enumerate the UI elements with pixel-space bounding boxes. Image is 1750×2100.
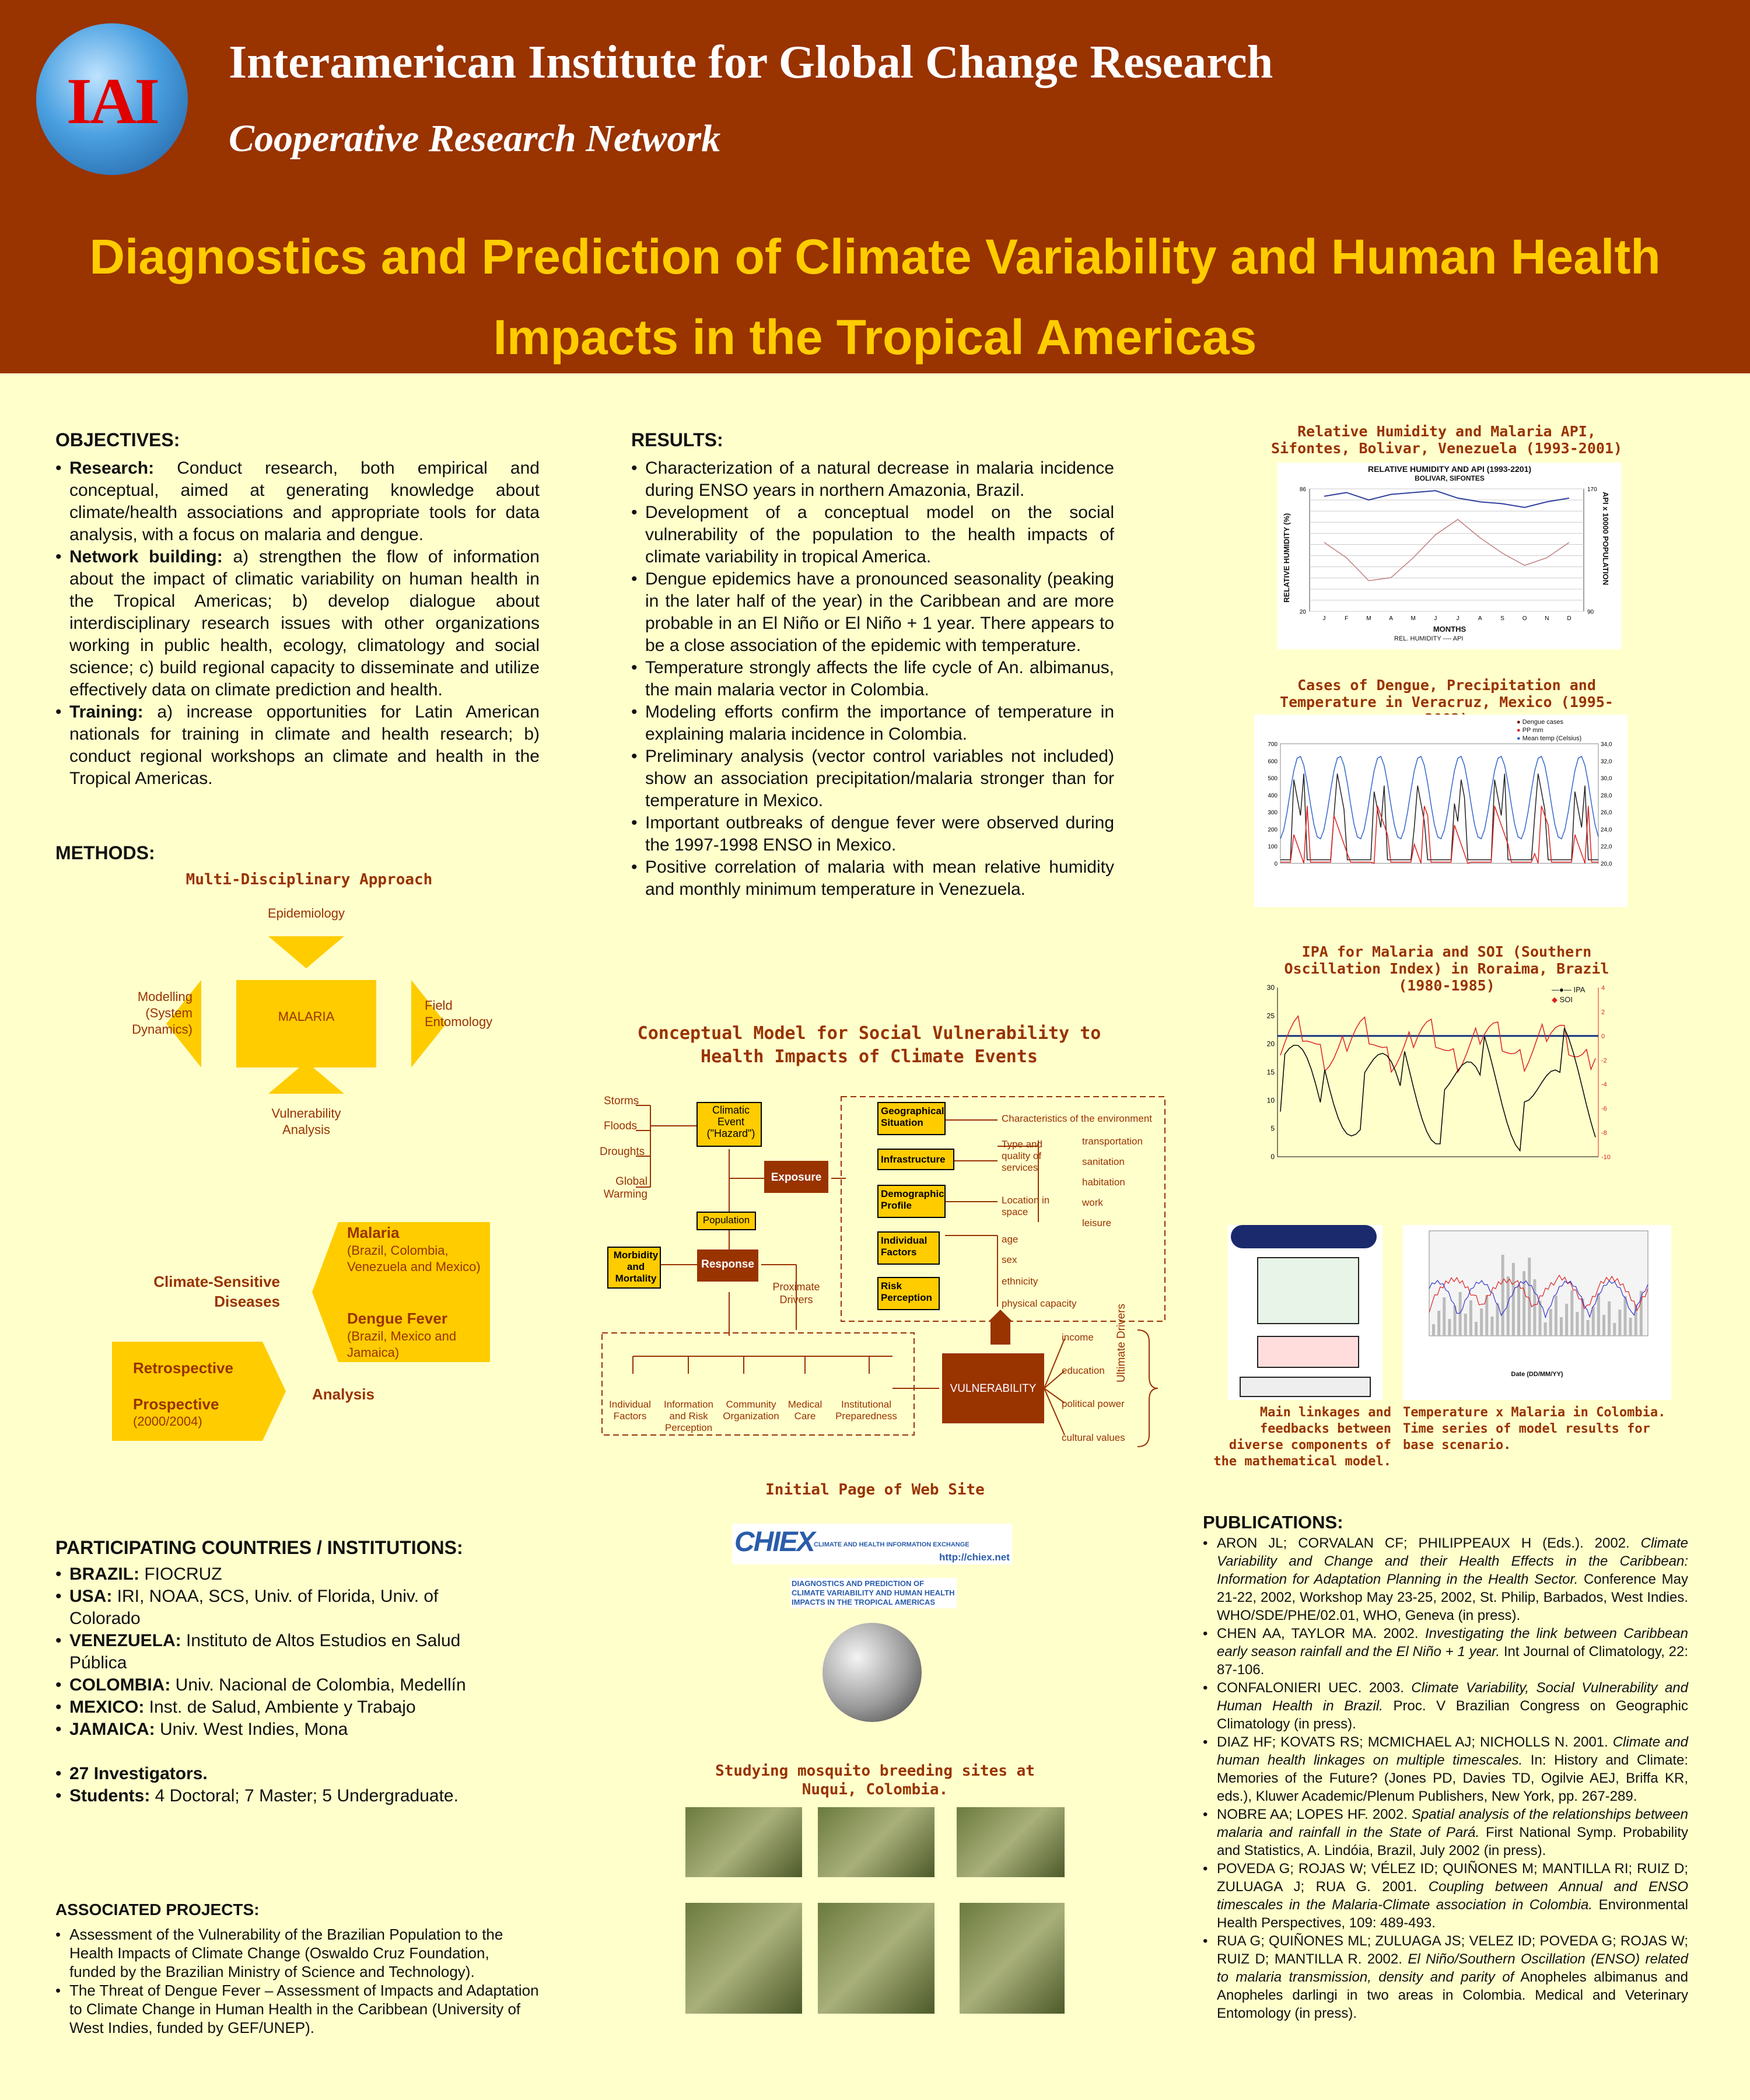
tick-label: 30 [1266, 984, 1275, 992]
service-item: sanitation [1082, 1156, 1125, 1167]
tick-label: O [1522, 615, 1527, 622]
publications-heading: PUBLICATIONS: [1203, 1512, 1343, 1532]
series-line-ipa [1280, 1028, 1595, 1150]
tick-label: M [1410, 615, 1416, 622]
bar [1602, 1315, 1605, 1336]
venezuela-chart [1278, 463, 1622, 649]
bar [1512, 1263, 1515, 1336]
iai-logo: IAI [36, 23, 188, 175]
bar [1448, 1319, 1451, 1336]
geo-box: Geographical Situation [881, 1105, 944, 1128]
tick-label: -2 [1601, 1057, 1607, 1065]
type-quality-label: Type and quality of services [1002, 1139, 1042, 1173]
bar [1613, 1323, 1616, 1336]
bottom-item: Medical Care [788, 1399, 822, 1422]
venezuela-legend: REL. HUMIDITY ---- API [1394, 635, 1464, 642]
retrospective-label: Retrospective [133, 1359, 233, 1377]
demo-box: Demographic Profile [881, 1188, 944, 1211]
venezuela-inner-subtitle: BOLIVAR, SIFONTES [1415, 474, 1485, 482]
result-item: • Dengue epidemics have a pronounced seasonality (peaking in the later half of the year) in the Caribbean and are more probable in an El Niño or El Niño + 1 year. There appears to be a close association of the epidemic with temperature. [631, 568, 1114, 657]
tick-label: S [1500, 615, 1504, 622]
linkages-caption: Main linkages and feedbacks between diverse components of the mathematical model. [1213, 1405, 1391, 1469]
bar [1618, 1310, 1621, 1336]
ipa-chart [1260, 982, 1628, 1189]
dengue-countries: (Brazil, Mexico and Jamaica) [347, 1329, 457, 1360]
mexico-chart-caption: Cases of Dengue, Precipitation and Temperature in Veracruz, Mexico (1995- [1280, 677, 1614, 710]
tick-label: 24,0 [1601, 827, 1612, 834]
indiv-item: sex [1002, 1254, 1017, 1265]
colombia-caption: Temperature x Malaria in Colombia. Time series of model results for base scenario. [1403, 1405, 1666, 1452]
linkages-diagram [1228, 1225, 1382, 1400]
indiv-item: ethnicity [1002, 1276, 1038, 1287]
malaria-title: Malaria [347, 1224, 400, 1241]
ultimate-drivers-label: Ultimate Drivers [1115, 1303, 1128, 1382]
mexico-legend: ● Dengue cases ● PP mm ● Mean temp (Celsius) [1517, 719, 1582, 742]
indiv-box: Individual Factors [881, 1235, 928, 1258]
country-item: • JAMAICA: Univ. West Indies, Mona [55, 1718, 510, 1741]
plot-area [1280, 744, 1598, 863]
tick-label: 2 [1601, 1009, 1605, 1016]
breeding-site-photo [957, 1807, 1065, 1877]
colombia-xlabel: Date (DD/MM/YY) [1511, 1371, 1563, 1378]
bar [1517, 1284, 1520, 1336]
tick-label: 100 [1268, 844, 1278, 850]
mosquito-caption: Studying mosquito breeding sites at Nuqui, Colombia. [715, 1762, 1035, 1798]
associated-heading: ASSOCIATED PROJECTS: [55, 1901, 260, 1919]
bar [1560, 1317, 1563, 1336]
objectives-heading: OBJECTIVES: [55, 429, 180, 450]
malaria-label: MALARIA [278, 1009, 335, 1024]
tick-label: 700 [1268, 741, 1278, 748]
ultimate-item: education [1062, 1365, 1105, 1376]
breeding-site-photo [818, 1903, 935, 2014]
tick-label: 600 [1268, 758, 1278, 765]
publication-item: • NOBRE AA; LOPES HF. 2002. Spatial analysis of the relationships between malaria and rainfall in the State of Pará. First National Symp. Probability and Statistics, A. Lindóia, Brazil, July 2002 (in press). [1203, 1805, 1688, 1860]
tick-label: 0 [1270, 1153, 1275, 1161]
bar [1570, 1290, 1573, 1336]
bar [1469, 1300, 1472, 1336]
tick-label: N [1545, 615, 1549, 622]
tick-label: 170 [1587, 487, 1597, 493]
project-item: • The Threat of Dengue Fever – Assessment of Impacts and Adaptation to Climate Change in Human Health in the Caribbean (University of West Indies, funded by GEF/UNEP). [55, 1981, 540, 2037]
tick-label: D [1567, 615, 1572, 622]
tick-label: -4 [1601, 1081, 1607, 1088]
bar [1464, 1314, 1467, 1336]
poster-header [0, 0, 1750, 373]
result-item: • Development of a conceptual model on the social vulnerability of the population to the health impacts of climate variability in tropical America. [631, 502, 1114, 568]
network-name: Cooperative Research Network [229, 117, 721, 160]
population-box: Population [702, 1214, 750, 1226]
bar [1496, 1303, 1499, 1336]
response-box: Response [701, 1258, 754, 1270]
tick-label: 5 [1270, 1124, 1275, 1133]
ultimate-item: income [1062, 1332, 1094, 1343]
tick-label: A [1389, 615, 1393, 622]
publication-item: • RUA G; QUIÑONES ML; ZULUAGA JS; VELEZ ID; POVEDA G; ROJAS W; RUIZ D; MANTILLA R. 2002. El Niño/Southern Oscillation (ENSO) related to malaria transmission, density and parity of Anopheles albimanus and Anopheles darlingi in two areas in Colombia. Medical and Veterinary Entomology (in press). [1203, 1932, 1688, 2022]
prospective-label: Prospective [133, 1395, 219, 1413]
poster-title-1: Diagnostics and Prediction of Climate Variability and Human Health [89, 229, 1661, 284]
bar [1437, 1311, 1440, 1336]
bar [1475, 1322, 1478, 1336]
dengue-title: Dengue Fever [347, 1310, 447, 1327]
tick-label: 22,0 [1601, 844, 1612, 850]
tick-label: 0 [1274, 861, 1278, 867]
hazard-warming: Global Warming [603, 1175, 648, 1200]
ipa-plot [1260, 982, 1628, 1189]
tick-label: J [1456, 615, 1460, 622]
proximate-drivers: Proximate Drivers [772, 1281, 820, 1306]
hazard-floods: Floods [604, 1120, 638, 1132]
tick-label: 15 [1266, 1068, 1275, 1076]
students-item: • Students: 4 Doctoral; 7 Master; 5 Undergraduate. [55, 1785, 510, 1807]
result-item: • Positive correlation of malaria with mean relative humidity and monthly minimum temperature in Venezuela. [631, 856, 1114, 901]
globe-image [822, 1623, 922, 1722]
entomology-label: Field Entomology [425, 998, 493, 1029]
bar [1539, 1301, 1542, 1336]
breeding-site-photo [685, 1903, 802, 2014]
bar [1443, 1297, 1446, 1336]
env-label: Characteristics of the environment [1002, 1113, 1152, 1124]
bar [1480, 1308, 1483, 1336]
modelling-label: Modelling (System Dynamics) [132, 989, 192, 1037]
breeding-site-photo [818, 1807, 935, 1877]
venezuela-chart-caption: Relative Humidity and Malaria API, Sifontes, Bolivar, Venezuela (1993-2001) [1270, 423, 1623, 457]
tick-label: 20 [1266, 1040, 1275, 1048]
venezuela-plot [1278, 463, 1622, 649]
bar [1576, 1312, 1578, 1336]
bottom-item: Institutional Preparedness [835, 1399, 897, 1422]
series-line-soi [1280, 1016, 1595, 1072]
venezuela-y2label: API x 10000 POPULATION [1601, 492, 1610, 586]
tick-label: J [1322, 615, 1326, 622]
bar [1555, 1296, 1558, 1336]
tick-label: M [1366, 615, 1371, 622]
poster-title-2: Impacts in the Tropical Americas [493, 310, 1257, 365]
morbidity-box: Morbidity and Mortality [613, 1250, 659, 1284]
indiv-item: age [1002, 1234, 1019, 1245]
country-item: • USA: IRI, NOAA, SCS, Univ. of Florida, Univ. of Colorado [55, 1586, 510, 1630]
bar [1565, 1304, 1568, 1336]
participating-list [55, 1563, 510, 1807]
location-label: Location in space [1002, 1195, 1050, 1217]
publication-item: • DIAZ HF; KOVATS RS; MCMICHAEL AJ; NICHOLLS N. 2001. Climate and human health linkages on multiple timescales. In: History and Climate: Memories of the Future? (Jones PD, Davies TD, Ogilvie AEJ, Briffa KR, eds.), Kluwer Academic/Plenum Publishers, New York, pp. 267-289. [1203, 1733, 1688, 1805]
country-item: • VENEZUELA: Instituto de Altos Estudios en Salud Pública [55, 1630, 510, 1674]
tick-label: 28,0 [1601, 792, 1612, 799]
ultimate-item: political power [1062, 1398, 1125, 1409]
bar [1592, 1307, 1595, 1336]
tick-label: 0 [1601, 1032, 1605, 1040]
bottom-item: Information and Risk Perception [663, 1399, 714, 1433]
bar [1549, 1309, 1552, 1336]
project-item: • Assessment of the Vulnerability of the Brazilian Population to the Health Impacts of Climate Change (Oswaldo Cruz Foundation, funded by the Brazilian Ministry of Science and Technology). [55, 1925, 540, 1981]
prospective-years: (2000/2004) [133, 1414, 202, 1429]
hazard-droughts: Droughts [600, 1146, 645, 1158]
tick-label: 30,0 [1601, 775, 1612, 782]
chiex-banner [732, 1524, 1012, 1564]
org-name: Interamerican Institute for Global Change Research [229, 37, 1273, 88]
chiex-url[interactable]: http://chiex.net [939, 1552, 1010, 1563]
chiex-subtitle: CLIMATE AND HEALTH INFORMATION EXCHANGE [814, 1541, 970, 1548]
result-item: • Preliminary analysis (vector control variables not included) show an association precipitation/malaria stronger than for temperature in Mexico. [631, 746, 1114, 812]
tick-label: -10 [1601, 1154, 1611, 1161]
bar [1544, 1322, 1547, 1336]
tick-label: J [1434, 615, 1437, 622]
bar [1528, 1258, 1531, 1336]
bar [1459, 1292, 1462, 1336]
service-item: transportation [1082, 1136, 1143, 1147]
service-item: leisure [1082, 1217, 1112, 1228]
website-title: Initial Page of Web Site [765, 1481, 985, 1499]
venezuela-inner-title: RELATIVE HUMIDITY AND API (1993-2201) [1367, 464, 1532, 474]
tick-label: 300 [1268, 810, 1278, 817]
bar [1624, 1296, 1627, 1336]
mexico-plot [1254, 715, 1628, 907]
tick-label: 10 [1266, 1096, 1275, 1105]
tick-label: 90 [1587, 609, 1594, 615]
vulnerability-analysis-label: Vulnerability Analysis [271, 1106, 341, 1137]
breeding-site-photo [960, 1903, 1065, 2014]
tick-label: 86 [1299, 487, 1306, 493]
investigators-item: • 27 Investigators. [55, 1763, 510, 1785]
epidemiology-label: Epidemiology [267, 906, 345, 921]
venezuela-ylabel: RELATIVE HUMIDITY (%) [1282, 513, 1291, 603]
bottom-item: Individual Factors [609, 1399, 651, 1422]
service-item: habitation [1082, 1177, 1125, 1188]
ultimate-item: cultural values [1062, 1432, 1125, 1443]
website-page-title: DIAGNOSTICS AND PREDICTION OF CLIMATE VARIABILITY AND HUMAN HEALTH IMPACTS IN THE TROPICAL AMERICAS [790, 1578, 957, 1608]
publication-item: • CHEN AA, TAYLOR MA. 2002. Investigating the link between Caribbean early season rainfall and the El Niño + 1 year. Int Journal of Climatology, 22: 87-106. [1203, 1625, 1688, 1679]
arrow-top [268, 936, 344, 968]
objectives-list [55, 457, 540, 790]
country-item: • COLOMBIA: Univ. Nacional de Colombia, Medellín [55, 1674, 510, 1696]
tick-label: -8 [1601, 1129, 1607, 1137]
venezuela-xlabel: MONTHS [1433, 625, 1466, 634]
bar [1608, 1301, 1611, 1336]
ipa-legend: —●— IPA ◆ SOI [1552, 985, 1586, 1004]
ipa-chart-caption: IPA for Malaria and SOI (Southern Oscillation Index) in Roraima, Brazil (1980-1985) [1284, 943, 1609, 994]
result-item: • Important outbreaks of dengue fever were observed during the 1997-1998 ENSO in Mexico. [631, 812, 1114, 856]
bar [1490, 1317, 1493, 1336]
tick-label: 500 [1268, 775, 1278, 782]
objective-item: • Training: a) increase opportunities for Latin American nationals for training in climate and health research; b) conduct regional workshops an climate and health in the Tropical Americas. [55, 701, 540, 790]
plot-area [1310, 489, 1584, 611]
climate-diseases-label: Climate-Sensitive Diseases [153, 1273, 280, 1310]
methods-heading: METHODS: [55, 842, 155, 863]
results-list [631, 457, 1114, 901]
result-item: • Modeling efforts confirm the importance of temperature in explaining malaria incidence in Colombia. [631, 701, 1114, 746]
tick-label: 26,0 [1601, 810, 1612, 817]
associated-list [55, 1925, 540, 2037]
chiex-logo: CHIEX [734, 1527, 814, 1558]
result-item: • Characterization of a natural decrease in malaria incidence during ENSO years in northern Amazonia, Brazil. [631, 457, 1114, 502]
methods-subtitle: Multi-Disciplinary Approach [186, 871, 433, 888]
tick-label: 25 [1266, 1012, 1275, 1020]
indiv-item: physical capacity [1002, 1298, 1077, 1309]
publications-list [1203, 1534, 1688, 2022]
publication-item: • ARON JL; CORVALAN CF; PHILIPPEAUX H (Eds.). 2002. Climate Variability and Change and their Health Effects in the Caribbean: Information for Adaptation Planning in the Health Sector. Conference May 21-22, 2002, Workshop May 23-25, 2002, St. Philip, Barbados, West Indies. WHO/SDE/PHE/02.01, WHO, Geneva (in press). [1203, 1534, 1688, 1625]
colombia-chart [1403, 1225, 1671, 1400]
tick-label: F [1345, 615, 1349, 622]
results-heading: RESULTS: [631, 429, 723, 450]
bar [1629, 1318, 1632, 1336]
bar [1587, 1320, 1590, 1336]
tick-label: 20,0 [1601, 861, 1612, 867]
bar [1522, 1271, 1525, 1336]
result-item: • Temperature strongly affects the life cycle of An. albimanus, the main malaria vector in Colombia. [631, 657, 1114, 701]
tick-label: 32,0 [1601, 758, 1612, 765]
tick-label: 4 [1601, 985, 1605, 992]
risk-box: Risk Perception [881, 1280, 932, 1303]
analysis-label: Analysis [312, 1385, 374, 1403]
publication-item: • CONFALONIERI UEC. 2003. Climate Variability, Social Vulnerability and Human Health in Brazil. Proc. V Brazilian Congress on Geographic Climatology (in press). [1203, 1679, 1688, 1733]
mexico-chart [1254, 715, 1628, 907]
country-item: • MEXICO: Inst. de Salud, Ambiente y Trabajo [55, 1696, 510, 1718]
tick-label: 200 [1268, 827, 1278, 834]
tick-label: -6 [1601, 1105, 1607, 1113]
bar [1597, 1293, 1600, 1336]
service-item: work [1082, 1197, 1103, 1208]
tick-label: 20 [1299, 609, 1306, 615]
bar [1432, 1324, 1435, 1336]
breeding-site-photo [685, 1807, 802, 1877]
bar [1533, 1279, 1536, 1336]
tick-label: 400 [1268, 792, 1278, 799]
objective-item: • Network building: a) strengthen the flow of information about the impact of climatic variability on human health in the Tropical Americas; b) develop dialogue about interdisciplinary research issues with other organizations working in public health, ecology, climatology and social science; c) build regional capacity to disseminate and utilize effectively data on climate prediction and health. [55, 546, 540, 701]
bar [1502, 1255, 1504, 1336]
climatic-event-box: Climatic Event ("Hazard") [706, 1104, 755, 1139]
tick-label: 34,0 [1601, 741, 1612, 748]
publication-item: • POVEDA G; ROJAS W; VÉLEZ ID; QUIÑONES M; MANTILLA RI; RUIZ D; ZULUAGA J; RUA G. 2001. Coupling between Annual and ENSO timescales in the Malaria-Climate association in Colombia. Environmental Health Perspectives, 109: 489-493. [1203, 1860, 1688, 1932]
exposure-box: Exposure [771, 1171, 822, 1184]
infra-box: Infrastructure [881, 1154, 946, 1165]
model-title: Conceptual Model for Social Vulnerability to Health Impacts of Climate Events [637, 1023, 1101, 1067]
objective-item: • Research: Conduct research, both empirical and conceptual, aimed at generating knowledge about climate/health associations and appropriate tools for data analysis, with a focus on malaria and dengue. [55, 457, 540, 546]
hazard-storms: Storms [604, 1095, 639, 1107]
vulnerability-box: VULNERABILITY [950, 1382, 1037, 1395]
bottom-item: Community Organization [723, 1399, 779, 1422]
tick-label: A [1478, 615, 1482, 622]
malaria-countries: (Brazil, Colombia, Venezuela and Mexico) [347, 1243, 481, 1274]
country-item: • BRAZIL: FIOCRUZ [55, 1563, 510, 1586]
participating-heading: PARTICIPATING COUNTRIES / INSTITUTIONS: [55, 1537, 463, 1558]
